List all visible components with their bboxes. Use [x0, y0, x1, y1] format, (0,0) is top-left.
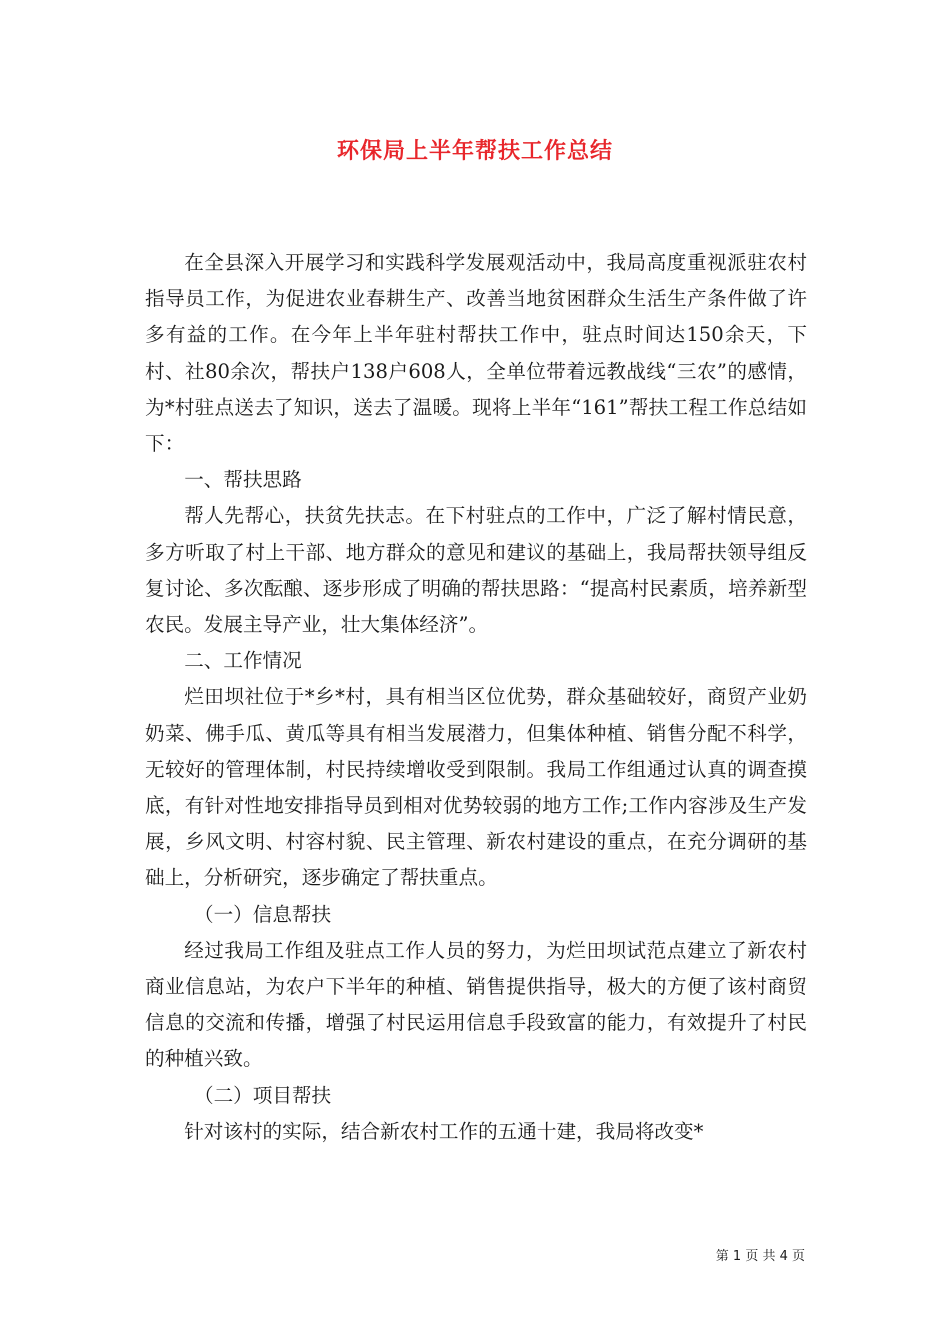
sub-heading-1: （一）信息帮扶 [194, 902, 332, 926]
section-heading-2: 二、工作情况 [184, 649, 302, 673]
paragraph-work-status: 烂田坝社位于*乡*村，具有相当区位优势，群众基础较好，商贸产业奶奶菜、佛手瓜、黄瓜等具有相当发展潜力，但集体种植、销售分配不科学，无较好的管理体制，村民持续增收受到限制。我局工作组通过认真的调查摸底，有针对性地安排指导员到相对优势较弱的地方工作;工作内容涉及生产发展，乡风文明、村容村貌、民主管理、新农村建设的重点，在充分调研的基础上，分析研究，逐步确定了帮扶重点。 [145, 685, 807, 890]
paragraph-intro: 在全县深入开展学习和实践科学发展观活动中，我局高度重视派驻农村指导员工作，为促进农业春耕生产、改善当地贫困群众生活生产条件做了许多有益的工作。在今年上半年驻村帮扶工作中，驻点时间达150余天，下村、社80余次，帮扶户138户608人，全单位带着远教战线“三农”的感情，为*村驻点送去了知识，送去了温暖。现将上半年“161”帮扶工程工作总结如下： [145, 251, 807, 456]
sub-heading-2: （二）项目帮扶 [194, 1083, 332, 1107]
paragraph-project-support: 针对该村的实际，结合新农村工作的五通十建，我局将改变* [184, 1119, 704, 1143]
section-heading-1: 一、帮扶思路 [184, 468, 302, 492]
document-title: 环保局上半年帮扶工作总结 [336, 138, 613, 164]
page-number: 第 1 页 共 4 页 [715, 1249, 805, 1264]
document-body [145, 245, 807, 1150]
paragraph-info-support: 经过我局工作组及驻点工作人员的努力，为烂田坝试范点建立了新农村商业信息站，为农户下半年的种植、销售提供指导，极大的方便了该村商贸信息的交流和传播，增强了村民运用信息手段致富的能力，有效提升了村民的种植兴致。 [145, 938, 807, 1071]
paragraph-approach: 帮人先帮心，扶贫先扶志。在下村驻点的工作中，广泛了解村情民意，多方听取了村上干部、地方群众的意见和建议的基础上，我局帮扶领导组反复讨论、多次酝酿、逐步形成了明确的帮扶思路：“提高村民素质，培养新型农民。发展主导产业，壮大集体经济”。 [145, 504, 807, 637]
